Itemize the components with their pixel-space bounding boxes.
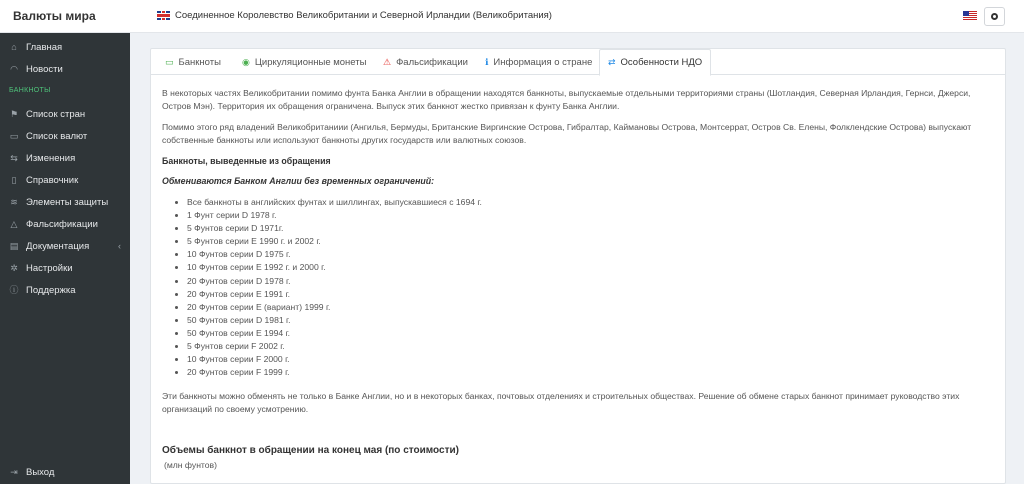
sidebar-item-changes[interactable]	[0, 147, 130, 169]
tab-label: Фальсификации	[396, 56, 468, 68]
warning-icon: △	[10, 218, 18, 229]
exchange-icon: ⇆	[10, 152, 18, 163]
list-item: • 10 Фунтов серии F 2000 г.	[187, 353, 998, 366]
withdrawn-list	[162, 196, 998, 379]
list-item: • Все банкноты в английских фунтах и шиллингах, выпускавшиеся с 1694 г.	[187, 196, 998, 209]
exchange-subheading: Обмениваются Банком Англии без временных ограничений:	[162, 176, 435, 186]
sidebar-item-label: Выход	[26, 466, 55, 478]
tab-label: Банкноты	[178, 56, 221, 68]
sidebar-item-reference[interactable]	[0, 169, 130, 191]
document-icon: ▤	[9, 240, 19, 251]
tab-content	[162, 87, 998, 470]
tab-bar	[151, 49, 1005, 75]
warning-icon: ⚠	[383, 56, 392, 67]
list-item: • 20 Фунтов серии E (вариант) 1999 г.	[187, 301, 998, 314]
sidebar-item-label: Элементы защиты	[26, 196, 109, 208]
rss-icon: ◠	[10, 63, 18, 74]
home-icon: ⌂	[11, 41, 17, 52]
sidebar-item-label: Список стран	[26, 108, 86, 120]
tab-counterfeits[interactable]	[383, 49, 468, 75]
tab-banknotes[interactable]	[165, 49, 221, 75]
list-item: • 20 Фунтов серии E 1991 г.	[187, 288, 998, 301]
info-icon: ℹ	[485, 56, 489, 67]
coin-icon: ◉	[242, 56, 250, 67]
flag-icon: ⚑	[9, 108, 19, 119]
sidebar-item-label: Документация	[26, 240, 90, 252]
tab-label: Особенности НДО	[620, 57, 703, 68]
list-item: • 1 Фунт серии D 1978 г.	[187, 209, 998, 222]
country-header	[157, 10, 552, 21]
sidebar-item-support[interactable]	[0, 279, 130, 301]
logout-icon: ⇥	[10, 466, 18, 477]
sidebar-item-countries[interactable]	[0, 103, 130, 125]
sidebar-item-label: Настройки	[26, 262, 73, 274]
sidebar-item-news[interactable]	[0, 58, 130, 80]
exchange-note-paragraph: Эти банкноты можно обменять не только в Банке Англии, но и в некоторых банках, почтовых отделениях и строительных обществах. Решение об обмене старых банкнот принимает руководство этих организаций по своему усмотрению.	[162, 391, 960, 414]
tab-label: Циркуляционные монеты	[254, 56, 367, 68]
us-flag-icon[interactable]	[963, 11, 977, 20]
tab-label: Информация о стране	[493, 56, 593, 68]
list-item: • 20 Фунтов серии F 1999 г.	[187, 366, 998, 379]
sidebar-item-documentation[interactable]	[0, 235, 130, 257]
sidebar-item-label: Изменения	[26, 152, 76, 164]
book-icon: ▯	[11, 174, 17, 185]
sidebar-item-label: Справочник	[26, 174, 79, 186]
list-item: • 50 Фунтов серии E 1994 г.	[187, 327, 998, 340]
chevron-left-icon: ‹	[118, 241, 121, 251]
layers-icon: ≋	[10, 196, 18, 207]
sidebar-section-banknotes: БАНКНОТЫ	[9, 87, 51, 94]
sidebar-item-label: Список валют	[26, 130, 88, 142]
territories-paragraph: Помимо этого ряд владений Великобританиии (Ангилья, Бермуды, Британские Виргинские Острова, Гибралтар, Каймановы Острова, Монтсеррат, Остров Св. Елены, Фолклендские Острова) выпускают собственные банкноты или используют банкноты других государств или валютных союзов.	[162, 122, 972, 145]
list-item: • 20 Фунтов серии D 1978 г.	[187, 275, 998, 288]
list-item: • 10 Фунтов серии E 1992 г. и 2000 г.	[187, 261, 998, 274]
content-card	[150, 48, 1006, 484]
sidebar-item-label: Фальсификации	[26, 218, 98, 230]
list-item: • 50 Фунтов серии D 1981 г.	[187, 314, 998, 327]
tab-ndo-features[interactable]	[599, 49, 711, 76]
info-icon: ⓘ	[9, 284, 19, 295]
list-item: • 10 Фунтов серии D 1975 г.	[187, 248, 998, 261]
gear-icon	[991, 13, 998, 20]
settings-button[interactable]	[984, 7, 1005, 26]
list-item: • 5 Фунтов серии E 1990 г. и 2002 г.	[187, 235, 998, 248]
sidebar-item-label: Поддержка	[26, 284, 76, 296]
sidebar-item-home[interactable]	[0, 36, 130, 58]
sidebar-item-label: Главная	[26, 41, 63, 53]
uk-flag-icon	[157, 11, 170, 20]
exchange-icon: ⇄	[608, 57, 616, 67]
sidebar-item-settings[interactable]	[0, 257, 130, 279]
banknote-icon: ▭	[9, 130, 19, 141]
intro-paragraph: В некоторых частях Великобритании помимо фунта Банка Англии в обращении находятся банкноты, выпускаемые отдельными территориями страны (Шотландия, Северная Ирландия, Гернси, Джерси, Остров Мэн). Территория их обращения ограничена. Выпуск этих банкнот жестко привязан к фунту Банка Англии.	[162, 88, 971, 111]
sidebar-item-security-features[interactable]	[0, 191, 130, 213]
list-item: • 5 Фунтов серии D 1971г.	[187, 222, 998, 235]
sidebar-item-currencies[interactable]	[0, 125, 130, 147]
list-item: • 5 Фунтов серии F 2002 г.	[187, 340, 998, 353]
withdrawn-heading: Банкноты, выведенные из обращения	[162, 156, 331, 166]
sidebar-item-logout[interactable]	[0, 461, 130, 483]
country-name: Соединенное Королевство Великобритании и Северной Ирландии (Великобритания)	[175, 10, 552, 21]
unit-label: (млн фунтов)	[164, 460, 217, 471]
banknote-icon: ▭	[165, 56, 174, 67]
tab-coins[interactable]	[242, 49, 366, 75]
gear-icon: ✲	[10, 262, 18, 273]
top-bar	[0, 0, 1024, 33]
sidebar	[0, 33, 130, 484]
tab-country-info[interactable]	[485, 49, 592, 75]
circulation-volume-title: Объемы банкнот в обращении на конец мая (по стоимости)	[162, 445, 459, 457]
sidebar-item-label: Новости	[26, 63, 63, 75]
sidebar-item-counterfeits[interactable]	[0, 213, 130, 235]
app-title[interactable]: Валюты мира	[13, 9, 96, 23]
